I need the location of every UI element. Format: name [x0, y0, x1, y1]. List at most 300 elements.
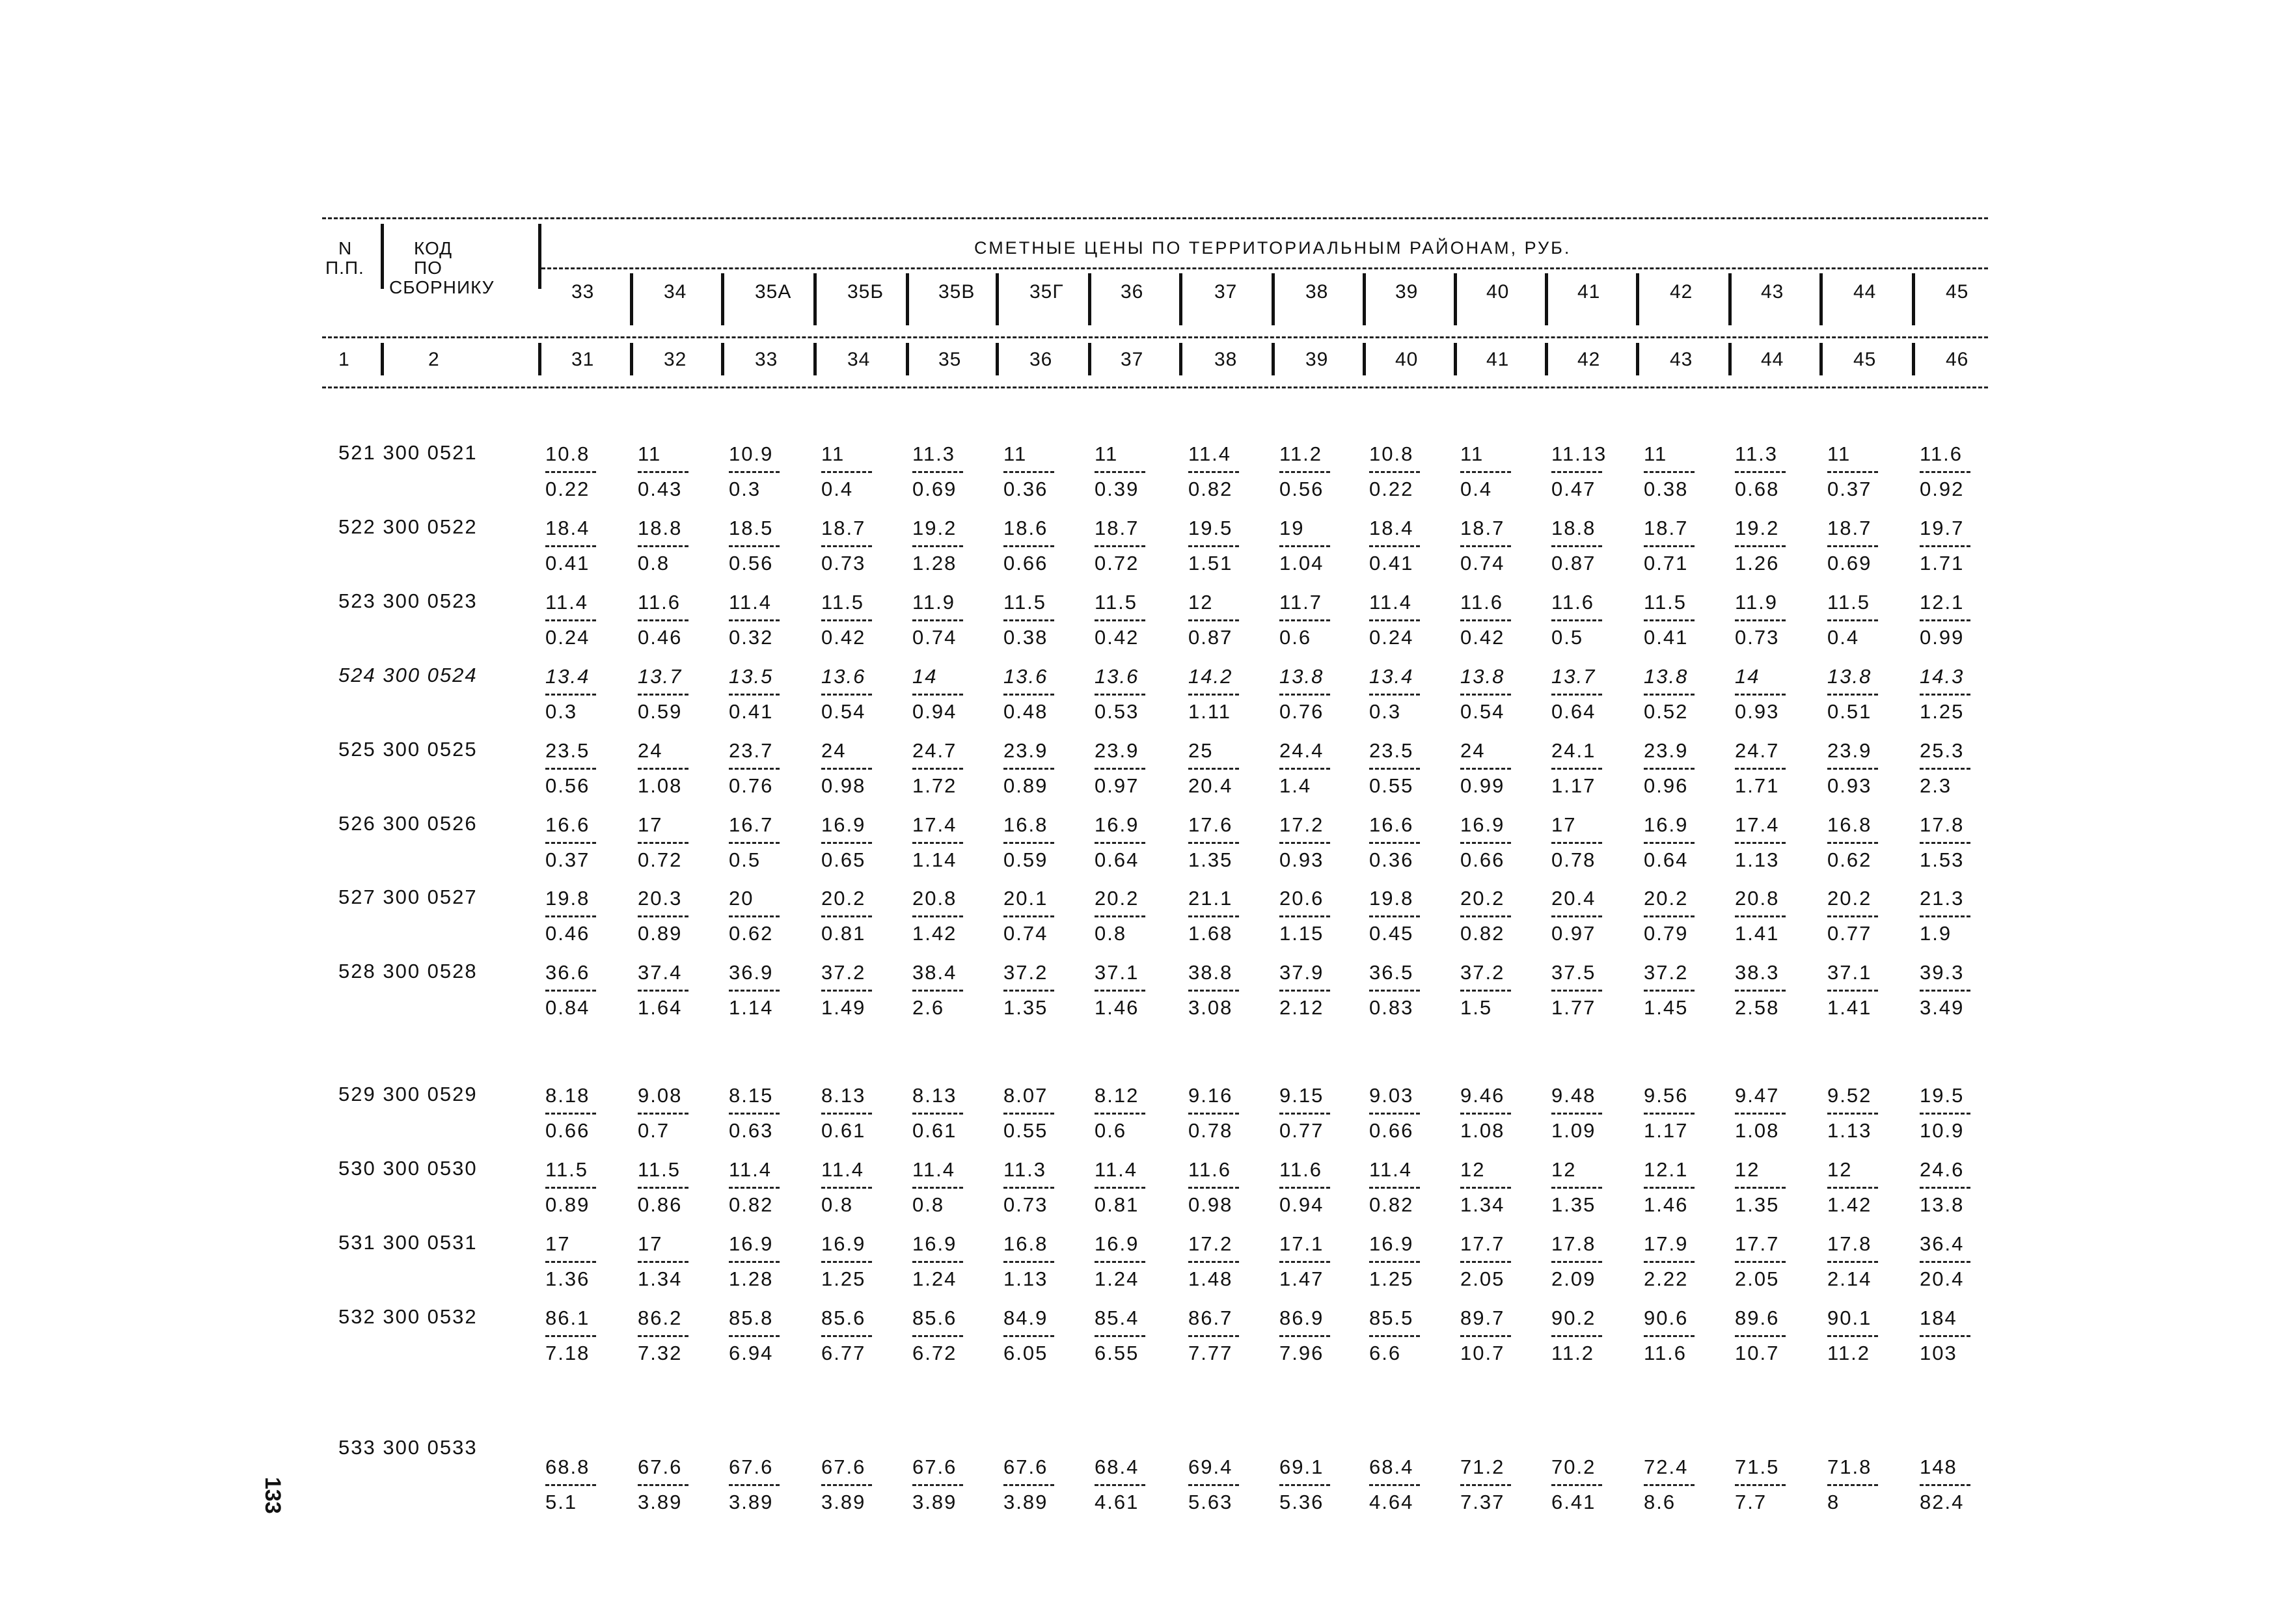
table-cell-upper: 11.5 — [1827, 591, 1871, 614]
table-cell-upper: 17.6 — [1188, 813, 1233, 836]
header-divider-2 — [538, 224, 541, 289]
table-cell-upper: 8.15 — [729, 1084, 774, 1107]
cell-divider — [1551, 619, 1602, 621]
table-cell-lower: 2.09 — [1551, 1267, 1596, 1290]
table-cell-lower: 0.72 — [638, 848, 683, 871]
header-top-rule — [322, 217, 1988, 219]
table-cell-lower: 0.4 — [1827, 626, 1860, 649]
table-cell-upper: 85.8 — [729, 1306, 774, 1329]
header-column-divider — [1819, 273, 1823, 325]
cell-divider — [545, 990, 596, 992]
region-header-15: 45 — [1946, 281, 1969, 303]
header-column-divider — [1272, 343, 1275, 375]
table-cell-lower: 0.93 — [1279, 848, 1324, 871]
cell-divider — [821, 694, 872, 696]
row-code: 527 300 0527 — [338, 886, 478, 908]
cell-divider — [1644, 990, 1695, 992]
cell-divider — [545, 1113, 596, 1115]
table-cell-lower: 0.8 — [638, 552, 670, 575]
table-cell-upper: 12 — [1827, 1158, 1853, 1181]
table-cell-lower: 11.6 — [1644, 1342, 1687, 1364]
table-cell-lower: 0.8 — [821, 1193, 854, 1216]
table-cell-lower: 1.35 — [1003, 996, 1048, 1019]
table-cell-lower: 1.34 — [1460, 1193, 1505, 1216]
table-cell-upper: 13.8 — [1460, 665, 1505, 688]
table-cell-lower: 0.61 — [821, 1119, 866, 1142]
table-cell-lower: 1.71 — [1735, 774, 1780, 797]
table-cell-upper: 16.9 — [1644, 813, 1689, 836]
cell-divider — [729, 545, 780, 547]
header-column-divider — [813, 273, 817, 325]
table-cell-lower: 7.96 — [1279, 1342, 1324, 1364]
cell-divider — [1551, 694, 1602, 696]
table-cell-lower: 1.77 — [1551, 996, 1596, 1019]
table-cell-lower: 2.05 — [1735, 1267, 1780, 1290]
table-cell-upper: 9.16 — [1188, 1084, 1233, 1107]
table-cell-lower: 0.83 — [1369, 996, 1414, 1019]
table-cell-lower: 8 — [1827, 1491, 1840, 1513]
table-cell-lower: 1.71 — [1920, 552, 1965, 575]
table-cell-upper: 18.7 — [1095, 517, 1139, 539]
table-cell-upper: 37.1 — [1827, 961, 1872, 984]
table-cell-lower: 0.76 — [1279, 700, 1324, 723]
table-cell-upper: 19.7 — [1920, 517, 1965, 539]
table-cell-lower: 0.68 — [1735, 478, 1780, 500]
table-cell-lower: 1.28 — [729, 1267, 774, 1290]
cell-divider — [1735, 1484, 1786, 1486]
cell-divider — [912, 990, 963, 992]
table-cell-upper: 36.4 — [1920, 1232, 1965, 1255]
table-cell-lower: 6.72 — [912, 1342, 957, 1364]
table-cell-upper: 36.5 — [1369, 961, 1414, 984]
cell-divider — [638, 1187, 688, 1189]
table-cell-upper: 12 — [1735, 1158, 1760, 1181]
row-code: 528 300 0528 — [338, 960, 478, 982]
table-cell-lower: 0.46 — [638, 626, 683, 649]
cell-divider — [912, 1187, 963, 1189]
column-number-1: 32 — [664, 349, 687, 370]
table-cell-upper: 37.2 — [1644, 961, 1689, 984]
table-cell-upper: 24 — [638, 739, 663, 762]
table-cell-lower: 0.82 — [729, 1193, 774, 1216]
cell-divider — [1095, 619, 1145, 621]
table-cell-lower: 0.38 — [1003, 626, 1048, 649]
table-cell-upper: 11.3 — [1003, 1158, 1047, 1181]
table-cell-upper: 11 — [1095, 442, 1119, 465]
table-cell-upper: 11.5 — [1095, 591, 1138, 614]
header-column-divider — [630, 273, 633, 325]
table-cell-lower: 1.26 — [1735, 552, 1780, 575]
table-cell-lower: 0.54 — [821, 700, 866, 723]
cell-divider — [1188, 842, 1239, 844]
cell-divider — [1920, 471, 1970, 473]
table-cell-upper: 18.7 — [1827, 517, 1872, 539]
table-cell-upper: 23.5 — [1369, 739, 1414, 762]
table-cell-lower: 0.47 — [1551, 478, 1596, 500]
cell-divider — [638, 694, 688, 696]
table-cell-upper: 21.1 — [1188, 887, 1233, 910]
table-cell-upper: 13.7 — [1551, 665, 1596, 688]
cell-divider — [1188, 1113, 1239, 1115]
table-cell-upper: 11 — [1827, 442, 1851, 465]
cell-divider — [821, 619, 872, 621]
table-cell-upper: 16.9 — [1369, 1232, 1414, 1255]
table-cell-upper: 19 — [1279, 517, 1305, 539]
cell-divider — [1279, 768, 1330, 770]
table-cell-upper: 12.1 — [1644, 1158, 1689, 1181]
cell-divider — [1003, 768, 1054, 770]
row-code: 524 300 0524 — [338, 664, 478, 686]
table-cell-upper: 12 — [1188, 591, 1214, 614]
table-cell-upper: 20.4 — [1551, 887, 1596, 910]
row-code: 533 300 0533 — [338, 1436, 478, 1459]
cell-divider — [1735, 545, 1786, 547]
table-cell-lower: 1.41 — [1827, 996, 1872, 1019]
cell-divider — [1003, 1187, 1054, 1189]
table-cell-upper: 11.4 — [821, 1158, 865, 1181]
table-cell-upper: 11 — [1460, 442, 1484, 465]
table-cell-upper: 24.4 — [1279, 739, 1324, 762]
table-cell-lower: 0.94 — [1279, 1193, 1324, 1216]
cell-divider — [1644, 1187, 1695, 1189]
region-header-2: 35А — [755, 281, 792, 303]
row-code: 530 300 0530 — [338, 1157, 478, 1180]
table-cell-upper: 85.6 — [912, 1306, 957, 1329]
cell-divider — [1095, 1335, 1145, 1337]
table-cell-upper: 85.6 — [821, 1306, 866, 1329]
table-cell-upper: 18.4 — [1369, 517, 1414, 539]
cell-divider — [1920, 545, 1970, 547]
table-cell-upper: 20.8 — [912, 887, 957, 910]
cell-divider — [1003, 471, 1054, 473]
table-cell-upper: 8.13 — [912, 1084, 957, 1107]
cell-divider — [821, 1261, 872, 1263]
table-cell-lower: 10.7 — [1735, 1342, 1780, 1364]
table-cell-lower: 6.41 — [1551, 1491, 1596, 1513]
table-cell-lower: 0.48 — [1003, 700, 1048, 723]
table-cell-lower: 0.92 — [1920, 478, 1965, 500]
table-cell-lower: 0.78 — [1188, 1119, 1233, 1142]
header-column-divider — [1088, 343, 1091, 375]
cell-divider — [1188, 694, 1239, 696]
table-cell-upper: 16.9 — [1095, 813, 1139, 836]
table-cell-lower: 1.04 — [1279, 552, 1324, 575]
cell-divider — [729, 768, 780, 770]
cell-divider — [1095, 990, 1145, 992]
table-cell-lower: 0.86 — [638, 1193, 683, 1216]
table-cell-upper: 24 — [1460, 739, 1486, 762]
table-cell-lower: 0.55 — [1369, 774, 1414, 797]
header-column-divider — [906, 273, 909, 325]
cell-divider — [1279, 1484, 1330, 1486]
table-cell-lower: 2.14 — [1827, 1267, 1872, 1290]
table-cell-lower: 5.1 — [545, 1491, 578, 1513]
colnum-divider-1 — [381, 343, 384, 375]
cell-divider — [1551, 1484, 1602, 1486]
table-cell-upper: 19.5 — [1920, 1084, 1965, 1107]
table-cell-lower: 0.66 — [545, 1119, 590, 1142]
table-cell-lower: 0.74 — [1460, 552, 1505, 575]
table-cell-upper: 11.7 — [1279, 591, 1323, 614]
table-cell-upper: 69.1 — [1279, 1455, 1324, 1478]
header-bottom-rule — [322, 386, 1988, 388]
table-cell-upper: 38.8 — [1188, 961, 1233, 984]
table-cell-lower: 1.28 — [912, 552, 957, 575]
table-cell-lower: 0.52 — [1644, 700, 1689, 723]
cell-divider — [729, 1187, 780, 1189]
table-cell-upper: 11.6 — [1460, 591, 1504, 614]
cell-divider — [821, 471, 872, 473]
table-cell-lower: 1.35 — [1188, 848, 1233, 871]
table-cell-lower: 0.56 — [729, 552, 774, 575]
table-cell-lower: 6.77 — [821, 1342, 866, 1364]
table-cell-lower: 0.74 — [1003, 922, 1048, 945]
table-cell-lower: 1.13 — [1003, 1267, 1048, 1290]
table-cell-upper: 13.6 — [1095, 665, 1139, 688]
cell-divider — [1920, 1261, 1970, 1263]
cell-divider — [1279, 842, 1330, 844]
table-cell-lower: 0.98 — [821, 774, 866, 797]
table-cell-lower: 0.46 — [545, 922, 590, 945]
table-cell-upper: 11 — [638, 442, 662, 465]
table-cell-lower: 0.56 — [545, 774, 590, 797]
table-cell-upper: 13.4 — [545, 665, 590, 688]
table-cell-upper: 24.7 — [912, 739, 957, 762]
cell-divider — [1279, 1335, 1330, 1337]
column-number-14: 45 — [1853, 349, 1877, 370]
table-cell-lower: 0.77 — [1827, 922, 1872, 945]
table-cell-lower: 7.18 — [545, 1342, 590, 1364]
cell-divider — [1827, 768, 1878, 770]
table-cell-lower: 0.56 — [1279, 478, 1324, 500]
table-cell-lower: 0.22 — [545, 478, 590, 500]
table-cell-upper: 11.5 — [821, 591, 865, 614]
table-cell-upper: 12.1 — [1920, 591, 1965, 614]
column-number-5: 36 — [1029, 349, 1053, 370]
cell-divider — [1188, 1335, 1239, 1337]
cell-divider — [1095, 1261, 1145, 1263]
header-column-divider — [813, 343, 817, 375]
table-cell-lower: 7.7 — [1735, 1491, 1767, 1513]
table-cell-lower: 0.4 — [1460, 478, 1493, 500]
table-cell-lower: 0.71 — [1644, 552, 1689, 575]
table-cell-lower: 0.64 — [1644, 848, 1689, 871]
cell-divider — [545, 694, 596, 696]
header-column-divider — [1088, 273, 1091, 325]
table-cell-upper: 19.5 — [1188, 517, 1233, 539]
table-cell-lower: 0.74 — [912, 626, 957, 649]
table-cell-lower: 0.42 — [1095, 626, 1139, 649]
cell-divider — [1735, 990, 1786, 992]
table-cell-lower: 7.32 — [638, 1342, 683, 1364]
table-cell-lower: 0.62 — [1827, 848, 1872, 871]
table-cell-lower: 0.36 — [1369, 848, 1414, 871]
table-cell-upper: 20.2 — [1095, 887, 1139, 910]
cell-divider — [1095, 545, 1145, 547]
cell-divider — [1095, 842, 1145, 844]
cell-divider — [1460, 1484, 1511, 1486]
table-cell-lower: 6.6 — [1369, 1342, 1402, 1364]
table-cell-lower: 1.17 — [1551, 774, 1596, 797]
table-cell-upper: 13.7 — [638, 665, 683, 688]
table-cell-lower: 0.82 — [1188, 478, 1233, 500]
header-column-divider — [1636, 343, 1639, 375]
column-number-7: 38 — [1214, 349, 1238, 370]
table-cell-upper: 13.5 — [729, 665, 774, 688]
cell-divider — [1095, 694, 1145, 696]
cell-divider — [1003, 1484, 1054, 1486]
table-cell-lower: 0.37 — [1827, 478, 1872, 500]
cell-divider — [1644, 1113, 1695, 1115]
table-cell-upper: 37.2 — [1003, 961, 1048, 984]
cell-divider — [1827, 694, 1878, 696]
table-cell-upper: 68.8 — [545, 1455, 590, 1478]
table-cell-lower: 0.51 — [1827, 700, 1872, 723]
table-cell-lower: 1.08 — [1460, 1119, 1505, 1142]
table-cell-upper: 37.9 — [1279, 961, 1324, 984]
cell-divider — [1095, 471, 1145, 473]
table-cell-upper: 21.3 — [1920, 887, 1965, 910]
header-column-divider — [1454, 343, 1457, 375]
cell-divider — [1188, 915, 1239, 917]
table-cell-upper: 18.7 — [1460, 517, 1505, 539]
table-cell-lower: 6.55 — [1095, 1342, 1139, 1364]
table-cell-lower: 0.45 — [1369, 922, 1414, 945]
table-cell-upper: 20.2 — [1460, 887, 1505, 910]
cell-divider — [1369, 990, 1420, 992]
cell-divider — [1920, 915, 1970, 917]
cell-divider — [1460, 694, 1511, 696]
cell-divider — [1279, 545, 1330, 547]
table-cell-upper: 24.6 — [1920, 1158, 1965, 1181]
table-cell-lower: 0.96 — [1644, 774, 1689, 797]
table-cell-upper: 13.6 — [821, 665, 866, 688]
cell-divider — [638, 1484, 688, 1486]
table-cell-lower: 1.46 — [1095, 996, 1139, 1019]
table-cell-lower: 0.94 — [912, 700, 957, 723]
table-cell-upper: 16.9 — [729, 1232, 774, 1255]
table-cell-upper: 20 — [729, 887, 754, 910]
table-cell-lower: 0.8 — [912, 1193, 945, 1216]
table-cell-upper: 9.08 — [638, 1084, 683, 1107]
region-header-14: 44 — [1853, 281, 1877, 303]
cell-divider — [1551, 1187, 1602, 1189]
cell-divider — [1827, 1113, 1878, 1115]
cell-divider — [545, 1335, 596, 1337]
region-header-4: 35В — [938, 281, 975, 303]
cell-divider — [545, 768, 596, 770]
cell-divider — [1551, 1335, 1602, 1337]
table-cell-upper: 14.3 — [1920, 665, 1965, 688]
cell-divider — [638, 915, 688, 917]
table-cell-lower: 1.42 — [912, 922, 957, 945]
cell-divider — [1003, 619, 1054, 621]
table-cell-lower: 1.45 — [1644, 996, 1689, 1019]
cell-divider — [912, 915, 963, 917]
cell-divider — [821, 1484, 872, 1486]
table-cell-lower: 3.08 — [1188, 996, 1233, 1019]
table-cell-upper: 11.4 — [912, 1158, 956, 1181]
cell-divider — [1369, 694, 1420, 696]
table-cell-upper: 13.8 — [1644, 665, 1689, 688]
table-cell-upper: 19.8 — [1369, 887, 1414, 910]
table-cell-lower: 1.49 — [821, 996, 866, 1019]
table-cell-upper: 8.13 — [821, 1084, 866, 1107]
header-column-divider — [721, 273, 724, 325]
table-cell-lower: 1.68 — [1188, 922, 1233, 945]
region-header-5: 35Г — [1029, 281, 1064, 303]
header-column-divider — [1545, 343, 1548, 375]
table-cell-upper: 16.6 — [545, 813, 590, 836]
region-header-6: 36 — [1121, 281, 1144, 303]
table-cell-lower: 82.4 — [1920, 1491, 1965, 1513]
page-number: 133 — [260, 1477, 285, 1514]
table-cell-lower: 1.48 — [1188, 1267, 1233, 1290]
cell-divider — [1644, 471, 1695, 473]
cell-divider — [1188, 471, 1239, 473]
table-cell-upper: 16.9 — [1095, 1232, 1139, 1255]
cell-divider — [1644, 619, 1695, 621]
table-cell-upper: 11.9 — [1735, 591, 1778, 614]
table-cell-upper: 20.1 — [1003, 887, 1048, 910]
cell-divider — [1920, 1484, 1970, 1486]
cell-divider — [1003, 915, 1054, 917]
header-column-divider — [1819, 343, 1823, 375]
table-cell-upper: 20.2 — [1644, 887, 1689, 910]
table-cell-upper: 9.03 — [1369, 1084, 1414, 1107]
cell-divider — [1735, 768, 1786, 770]
table-cell-lower: 1.15 — [1279, 922, 1324, 945]
table-cell-lower: 3.89 — [821, 1491, 866, 1513]
cell-divider — [1188, 1261, 1239, 1263]
table-cell-upper: 9.56 — [1644, 1084, 1689, 1107]
table-cell-upper: 72.4 — [1644, 1455, 1689, 1478]
table-cell-upper: 17.7 — [1460, 1232, 1505, 1255]
table-cell-lower: 1.08 — [638, 774, 683, 797]
table-cell-lower: 20.4 — [1920, 1267, 1965, 1290]
table-cell-upper: 16.8 — [1003, 813, 1048, 836]
table-cell-lower: 0.3 — [729, 478, 761, 500]
cell-divider — [821, 1335, 872, 1337]
table-cell-lower: 4.61 — [1095, 1491, 1139, 1513]
table-cell-lower: 5.36 — [1279, 1491, 1324, 1513]
table-cell-upper: 37.2 — [821, 961, 866, 984]
table-cell-lower: 0.76 — [729, 774, 774, 797]
cell-divider — [821, 768, 872, 770]
cell-divider — [1920, 768, 1970, 770]
cell-divider — [1003, 1335, 1054, 1337]
column-number-0: 31 — [571, 349, 595, 370]
table-cell-upper: 9.48 — [1551, 1084, 1596, 1107]
table-cell-upper: 86.7 — [1188, 1306, 1233, 1329]
table-cell-lower: 0.5 — [1551, 626, 1584, 649]
table-cell-lower: 0.6 — [1279, 626, 1312, 649]
table-cell-lower: 1.14 — [729, 996, 774, 1019]
cell-divider — [1369, 1484, 1420, 1486]
table-cell-upper: 17.8 — [1551, 1232, 1596, 1255]
cell-divider — [912, 842, 963, 844]
table-cell-upper: 11.4 — [729, 1158, 772, 1181]
table-cell-upper: 25.3 — [1920, 739, 1965, 762]
table-cell-lower: 0.82 — [1369, 1193, 1414, 1216]
table-cell-lower: 0.69 — [912, 478, 957, 500]
cell-divider — [1735, 619, 1786, 621]
cell-divider — [638, 768, 688, 770]
column-number-6: 37 — [1121, 349, 1144, 370]
table-cell-upper: 90.6 — [1644, 1306, 1689, 1329]
table-cell-lower: 0.87 — [1551, 552, 1596, 575]
table-cell-upper: 39.3 — [1920, 961, 1965, 984]
